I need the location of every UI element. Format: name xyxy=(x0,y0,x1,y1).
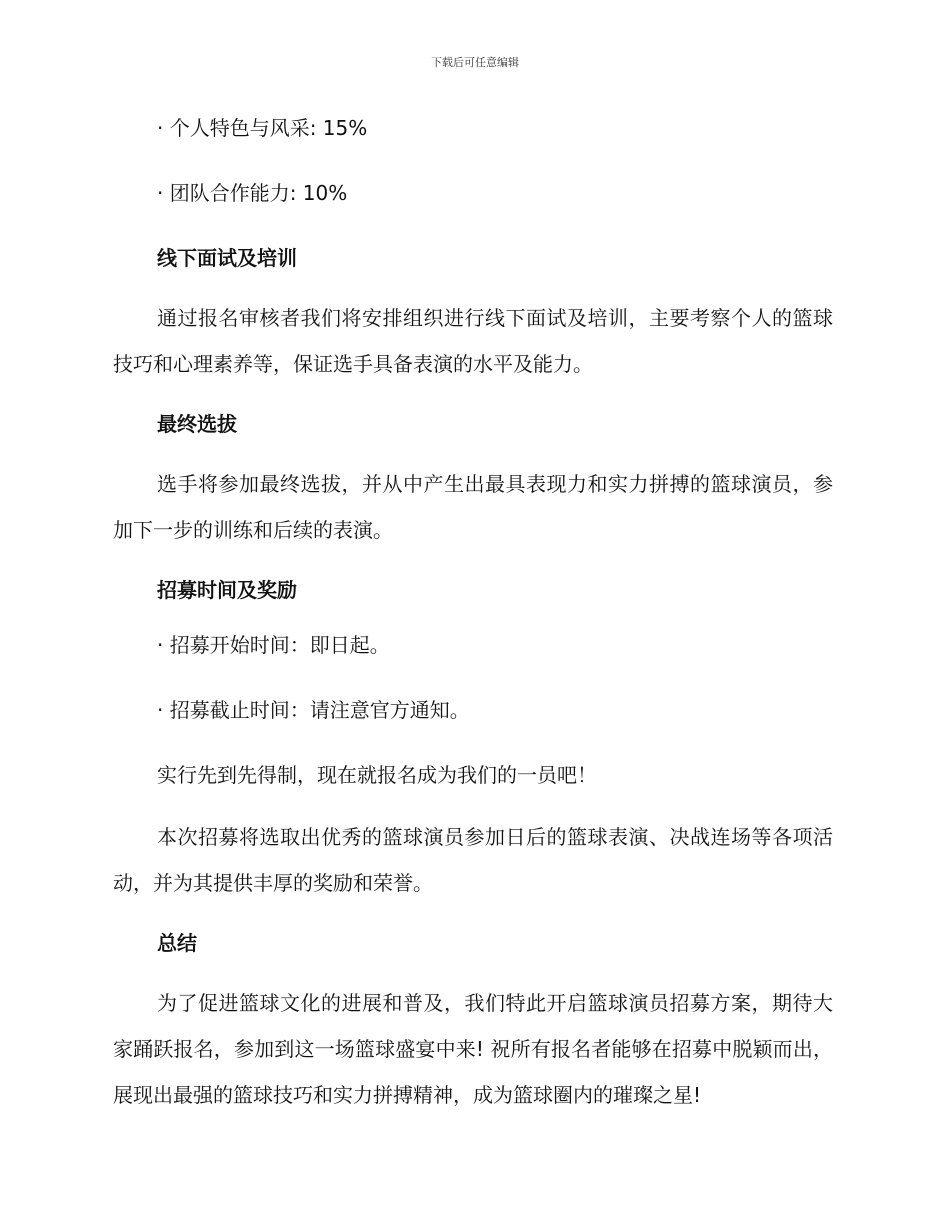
paragraph-offline-interview: 通过报名审核者我们将安排组织进行线下面试及培训，主要考察个人的篮球技巧和心理素养等，保证选手具备表演的水平及能力。 xyxy=(113,306,833,376)
bullet-end-time: · 招募截止时间：请注意官方通知。 xyxy=(157,698,470,722)
bullet-teamwork: · 团队合作能力: 10% xyxy=(157,181,348,205)
bullet-personal-style: · 个人特色与风采: 15% xyxy=(157,116,368,140)
heading-summary: 总结 xyxy=(157,931,197,955)
paragraph-final-selection: 选手将参加最终选拔，并从中产生出最具表现力和实力拼搏的篮球演员，参加下一步的训练和后续的表演。 xyxy=(113,472,833,542)
heading-offline-interview: 线下面试及培训 xyxy=(157,246,297,270)
page-header: 下载后可任意编辑 xyxy=(431,56,519,69)
document-body xyxy=(113,110,833,1137)
paragraph-summary: 为了促进篮球文化的进展和普及，我们特此开启篮球演员招募方案，期待大家踊跃报名，参加到这一场篮球盛宴中来! 祝所有报名者能够在招募中脱颖而出，展现出最强的篮球技巧和实力拼搏精神，成为篮球圈内的璀璨之星! xyxy=(113,991,833,1107)
bullet-start-time: · 招募开始时间：即日起。 xyxy=(157,633,390,657)
heading-time-and-rewards: 招募时间及奖励 xyxy=(157,578,297,602)
paragraph-first-come: 实行先到先得制，现在就报名成为我们的一员吧！ xyxy=(157,763,597,787)
heading-final-selection: 最终选拔 xyxy=(157,412,237,436)
paragraph-rewards: 本次招募将选取出优秀的篮球演员参加日后的篮球表演、决战连场等各项活动，并为其提供丰厚的奖励和荣誉。 xyxy=(113,825,833,895)
